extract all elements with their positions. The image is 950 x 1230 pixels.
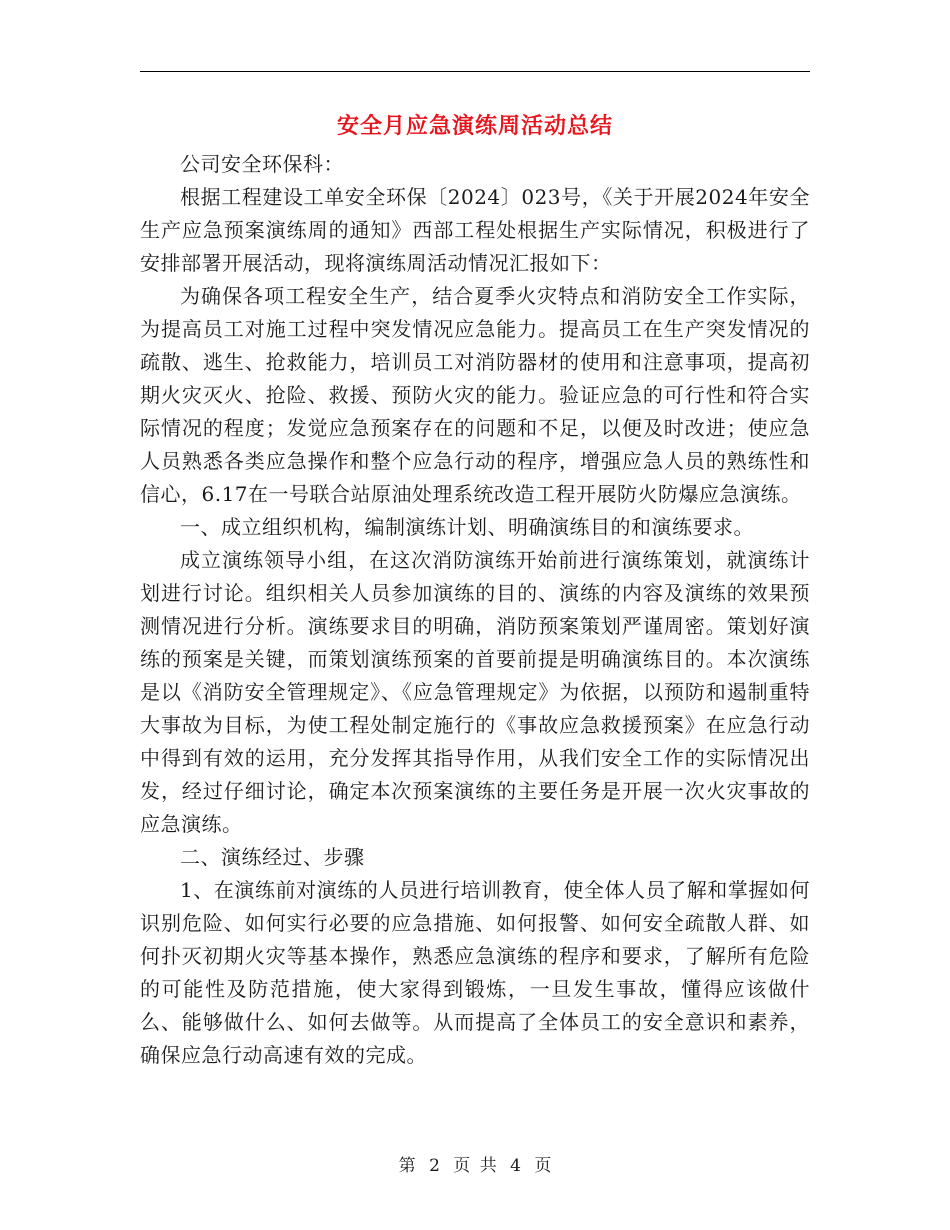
page-label-suffix: 页 — [534, 1156, 552, 1176]
organization-paragraph: 成立演练领导小组，在这次消防演练开始前进行演练策划，就演练计划进行讨论。组织相关人员参加演练的目的、演练的内容及演练的效果预测情况进行分析。演练要求目的明确，消防预案策划严谨周密。策划好演练的预案是关键，而策划演练预案的首要前提是明确演练目的。本次演练是以《消防安全管理规定》、《应急管理规定》为依据，以预防和遏制重特大事故为目标，为使工程处制定施行的《事故应急救援预案》在应急行动中得到有效的运用，充分发挥其指导作用，从我们安全工作的实际情况出发，经过仔细讨论，确定本次预案演练的主要任务是开展一次火灾事故的应急演练。 — [140, 548, 810, 836]
training-paragraph: 1、在演练前对演练的人员进行培训教育，使全体人员了解和掌握如何识别危险、如何实行必要的应急措施、如何报警、如何安全疏散人群、如何扑灭初期火灾等基本操作，熟悉应急演练的程序和要求，了解所有危险的可能性及防范措施，使大家得到锻炼，一旦发生事故，懂得应该做什么、能够做什么、如何去做等。从而提高了全体员工的安全意识和素养，确保应急行动高速有效的完成。 — [140, 878, 810, 1067]
intro-paragraph: 根据工程建设工单安全环保〔2024〕023号，《关于开展2024年安全生产应急预案演练周的通知》西部工程处根据生产实际情况，积极进行了安排部署开展活动，现将演练周活动情况汇报如下： — [140, 185, 810, 275]
current-page-number: 2 — [429, 1156, 440, 1176]
purpose-paragraph: 为确保各项工程安全生产，结合夏季火灾特点和消防安全工作实际，为提高员工对施工过程中突发情况应急能力。提高员工在生产突发情况的疏散、逃生、抢救能力，培训员工对消防器材的使用和注意事项，提高初期火灾灭火、抢险、救援、预防火灾的能力。验证应急的可行性和符合实际情况的程度；发觉应急预案存在的问题和不足，以便及时改进；使应急人员熟悉各类应急操作和整个应急行动的程序，增强应急人员的熟练性和信心，6.17在一号联合站原油处理系统改造工程开展防火防爆应急演练。 — [140, 284, 810, 506]
total-pages-number: 4 — [510, 1156, 521, 1176]
section-heading-1: 一、成立组织机构，编制演练计划、明确演练目的和演练要求。 — [180, 515, 754, 539]
salutation: 公司安全环保科： — [180, 152, 344, 176]
page-label-prefix: 第 — [398, 1156, 416, 1176]
header-rule — [140, 71, 810, 72]
section-heading-2: 二、演练经过、步骤 — [180, 845, 365, 869]
document-body — [140, 148, 810, 1072]
page-label-mid: 页 共 — [453, 1156, 497, 1176]
document-title: 安全月应急演练周活动总结 — [336, 113, 613, 139]
page-footer — [0, 1155, 950, 1177]
